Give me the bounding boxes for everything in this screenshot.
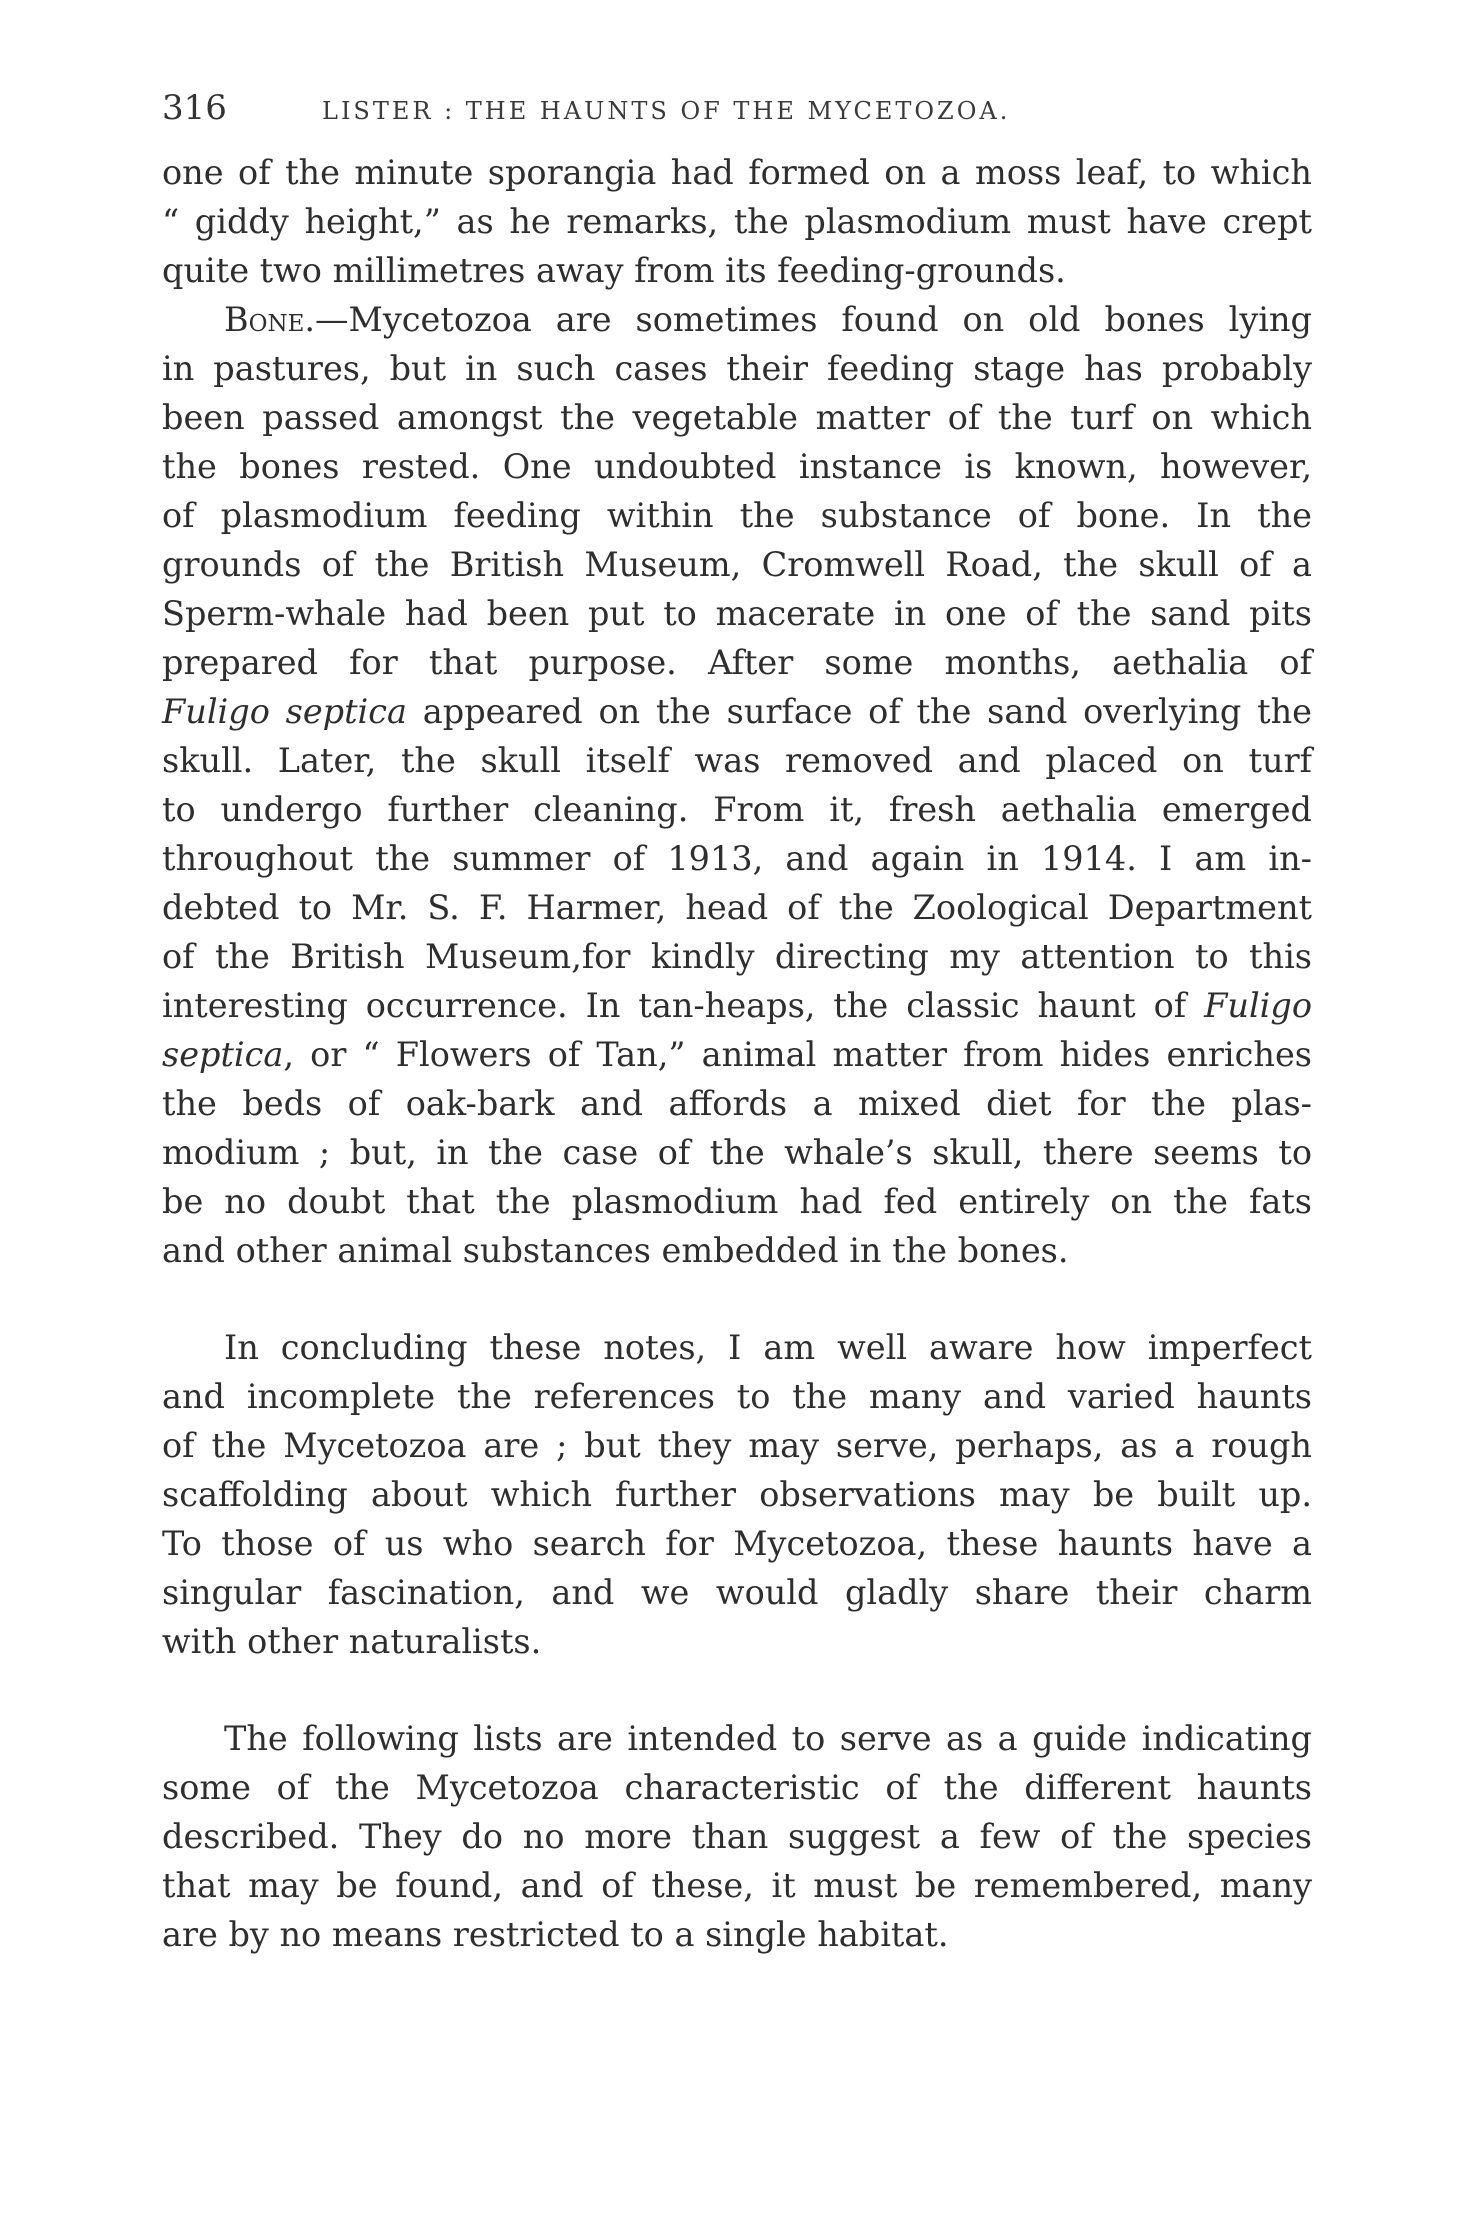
text-line: to undergo further cleaning. From it, fresh aethalia emerged: [162, 790, 1312, 829]
text-line: and other animal substances embedded in the bones.: [162, 1231, 1069, 1270]
text-line: scaffolding about which further observations may be built up.: [162, 1475, 1312, 1514]
text-line: debted to Mr. S. F. Harmer, head of the Zoological Department: [162, 888, 1312, 927]
text-line: described. They do no more than suggest a few of the species: [162, 1817, 1312, 1856]
text-line: of plasmodium feeding within the substance of bone. In the: [162, 496, 1312, 535]
text-line: “ giddy height,” as he remarks, the plasmodium must have crept: [162, 202, 1312, 241]
text-line: [162, 295, 1312, 344]
text-line-content: interesting occurrence. In tan-heaps, the classic haunt of: [162, 986, 1187, 1025]
text-line: [162, 687, 1312, 736]
text-line: of the Mycetozoa are ; but they may serve, perhaps, as a rough: [162, 1426, 1312, 1465]
text-line: in pastures, but in such cases their feeding stage has probably: [162, 349, 1312, 388]
text-line: [162, 1030, 1312, 1079]
page-number: 316: [162, 88, 227, 128]
text-line: the bones rested. One undoubted instance is known, however,: [162, 447, 1312, 486]
text-line: and incomplete the references to the many and varied haunts: [162, 1377, 1312, 1416]
text-line: prepared for that purpose. After some months, aethalia of: [162, 643, 1312, 682]
paragraph-conclusion: [162, 1323, 1312, 1666]
text-line: skull. Later, the skull itself was removed and placed on turf: [162, 741, 1312, 780]
text-line: singular fascination, and we would gladly share their charm: [162, 1573, 1312, 1612]
species-name: septica: [162, 1035, 284, 1074]
section-heading: Bone.: [224, 300, 316, 339]
text-line: been passed amongst the vegetable matter of the turf on which: [162, 398, 1312, 437]
text-line-content: —Mycetozoa are sometimes found on old bones lying: [315, 300, 1312, 339]
book-page: [162, 88, 1312, 1959]
text-line: the beds of oak-bark and affords a mixed diet for the plas-: [162, 1084, 1312, 1123]
text-line: In concluding these notes, I am well aware how imperfect: [224, 1328, 1312, 1367]
running-title: LISTER : THE HAUNTS OF THE MYCETOZOA.: [322, 97, 1011, 125]
text-line-content: , or “ Flowers of Tan,” animal matter from hides enriches: [283, 1035, 1312, 1074]
text-line: Sperm-whale had been put to macerate in one of the sand pits: [162, 594, 1312, 633]
text-line: one of the minute sporangia had formed on a moss leaf, to which: [162, 153, 1312, 192]
text-line: To those of us who search for Mycetozoa, these haunts have a: [162, 1524, 1312, 1563]
text-line: that may be found, and of these, it must be remembered, many: [162, 1866, 1312, 1905]
species-name: Fuligo septica: [162, 692, 408, 731]
text-line: quite two millimetres away from its feeding-grounds.: [162, 251, 1066, 290]
running-head: [162, 88, 1312, 128]
text-line: grounds of the British Museum, Cromwell Road, the skull of a: [162, 545, 1312, 584]
paragraph-lists-intro: [162, 1714, 1312, 1959]
text-line: with other naturalists.: [162, 1622, 542, 1661]
text-line: be no doubt that the plasmodium had fed entirely on the fats: [162, 1182, 1312, 1221]
paragraph-spacer: [162, 1666, 1312, 1714]
text-line: are by no means restricted to a single habitat.: [162, 1915, 949, 1954]
text-line: [162, 981, 1312, 1030]
paragraph-spacer: [162, 1275, 1312, 1323]
text-line: of the British Museum,for kindly directing my attention to this: [162, 937, 1312, 976]
text-line: throughout the summer of 1913, and again in 1914. I am in-: [162, 839, 1312, 878]
paragraph-bone: [162, 295, 1312, 1275]
text-line: The following lists are intended to serve as a guide indicating: [224, 1719, 1312, 1758]
text-line-content: appeared on the surface of the sand overlying the: [422, 692, 1313, 731]
species-name: Fuligo: [1204, 986, 1312, 1025]
text-line: modium ; but, in the case of the whale’s skull, there seems to: [162, 1133, 1312, 1172]
paragraph-1: [162, 148, 1312, 295]
text-line: some of the Mycetozoa characteristic of the different haunts: [162, 1768, 1312, 1807]
